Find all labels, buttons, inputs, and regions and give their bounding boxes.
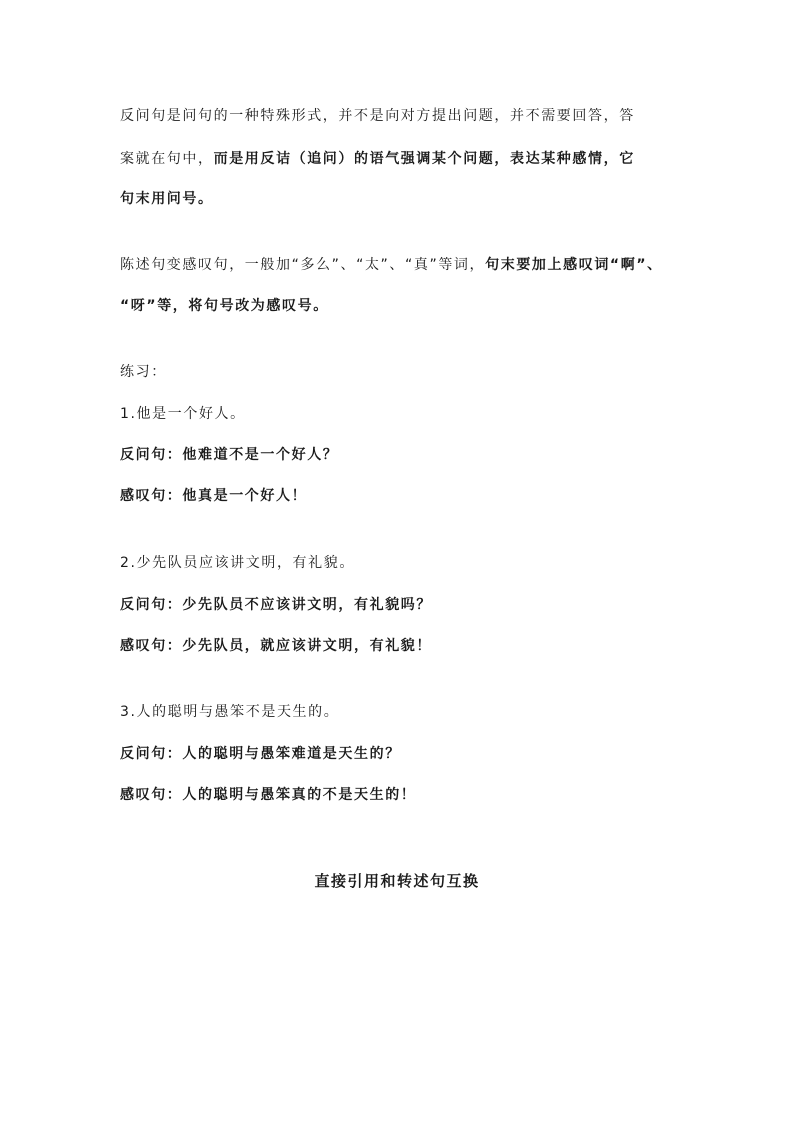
intro-paragraph-1-line-2	[120, 149, 635, 169]
section-heading: 直接引用和转述句互换	[314, 872, 480, 890]
intro-p2-line1-normal: 陈述句变感叹句，一般加“多么”、“太”、“真”等词，	[120, 257, 486, 273]
practice-item-1-sentence: 1.他是一个好人。	[120, 406, 246, 422]
intro-p1-line2-bold: 而是用反诘（追问）的语气强调某个问题，表达某种感情，它	[213, 151, 635, 167]
practice-item-3-rhetorical: 反问句：人的聪明与愚笨难道是天生的？	[120, 746, 401, 762]
practice-item-1-rhetorical: 反问句：他难道不是一个好人？	[120, 447, 339, 463]
practice-item-2-sentence: 2.少先队员应该讲文明，有礼貌。	[120, 555, 355, 571]
practice-label: 练习：	[120, 364, 167, 380]
intro-paragraph-1-line-1: 反问句是问句的一种特殊形式，并不是向对方提出问题，并不需要回答，答	[120, 108, 635, 124]
intro-p1-line2-normal: 案就在句中，	[120, 151, 214, 167]
practice-item-3-sentence: 3.人的聪明与愚笨不是天生的。	[120, 704, 340, 720]
intro-p2-line1-bold: 句末要加上感叹词“啊”、	[485, 257, 663, 273]
practice-item-3-exclamatory: 感叹句：人的聪明与愚笨真的不是天生的！	[120, 787, 417, 803]
practice-item-1-exclamatory: 感叹句：他真是一个好人！	[120, 488, 308, 504]
intro-paragraph-1-line-3: 句末用问号。	[120, 191, 214, 207]
practice-item-2-exclamatory: 感叹句：少先队员，就应该讲文明，有礼貌！	[120, 638, 432, 654]
practice-item-2-rhetorical: 反问句：少先队员不应该讲文明，有礼貌吗？	[120, 597, 432, 613]
intro-paragraph-2-line-2: “呀”等，将句号改为感叹号。	[120, 298, 329, 314]
intro-paragraph-2-line-1	[120, 255, 663, 275]
